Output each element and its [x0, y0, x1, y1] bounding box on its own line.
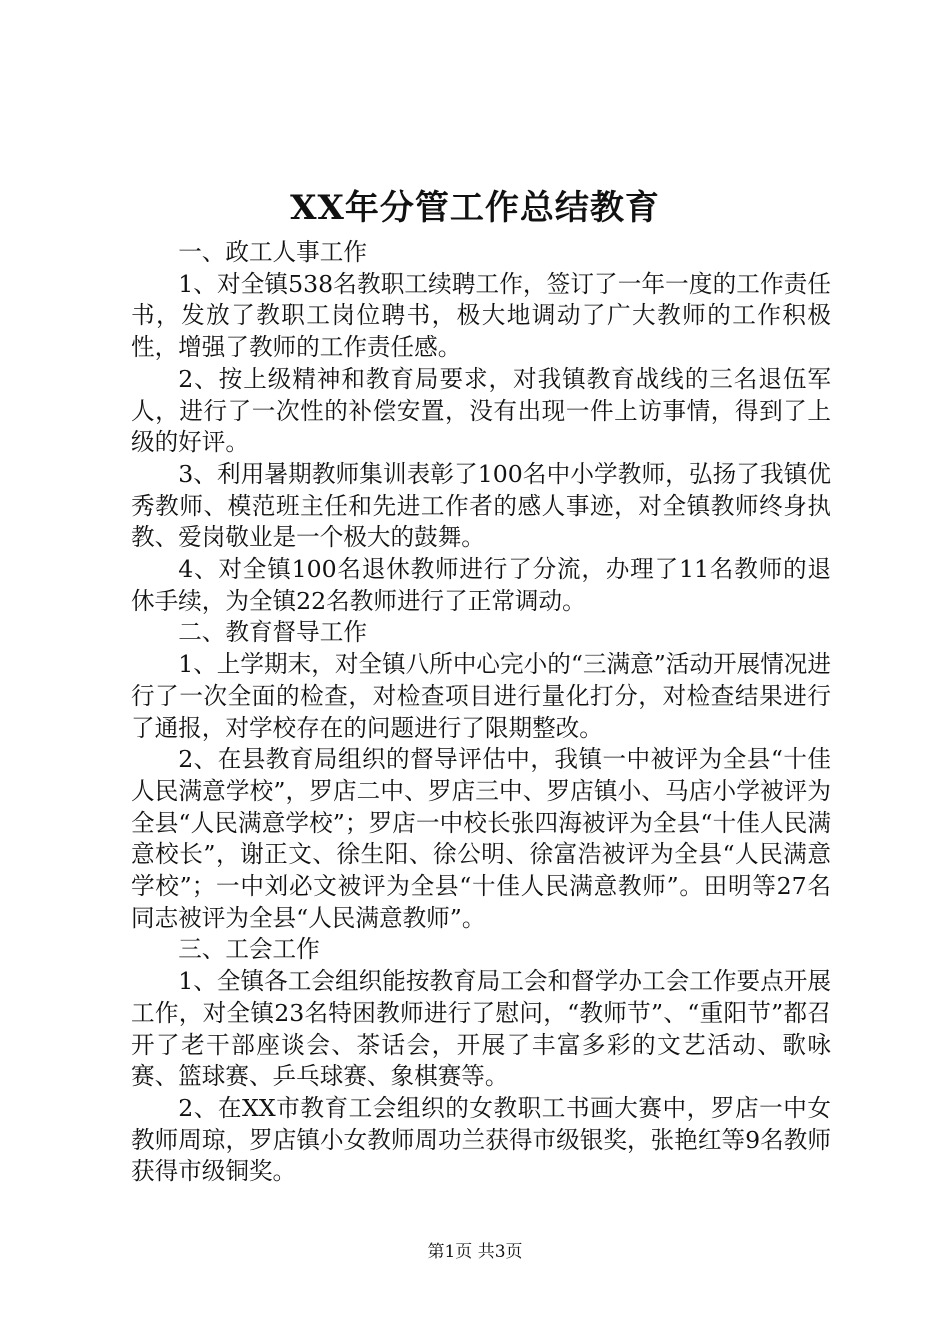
paragraph: 2、按上级精神和教育局要求，对我镇教育战线的三名退伍军人，进行了一次性的补偿安置，没有出现一件上访事情，得到了上级的好评。: [131, 364, 831, 457]
paragraph: 1、上学期末，对全镇八所中心完小的“三满意”活动开展情况进行了一次全面的检查，对检查项目进行量化打分，对检查结果进行了通报，对学校存在的问题进行了限期整改。: [131, 650, 831, 742]
paragraph: 3、利用暑期教师集训表彰了100名中小学教师，弘扬了我镇优秀教师、模范班主任和先进工作者的感人事迹，对全镇教师终身执教、爱岗敬业是一个极大的鼓舞。: [131, 459, 831, 552]
paragraph: 2、在XX市教育工会组织的女教职工书画大赛中，罗店一中女教师周琼，罗店镇小女教师周功兰获得市级银奖，张艳红等9名教师获得市级铜奖。: [131, 1093, 831, 1186]
document-title: XX年分管工作总结教育: [290, 188, 660, 228]
page-footer: 第1页 共3页: [427, 1242, 523, 1262]
paragraph: 2、在县教育局组织的督导评估中，我镇一中被评为全县“十佳人民满意学校”，罗店二中、罗店三中、罗店镇小、马店小学被评为全县“人民满意学校”；罗店一中校长张四海被评为全县“十佳人民满意校长”，谢正文、徐生阳、徐公明、徐富浩被评为全县“人民满意学校”；一中刘必文被评为全县“十佳人民满意教师”。田明等27名同志被评为全县“人民满意教师”。: [131, 745, 831, 932]
document-body: [131, 237, 831, 1188]
section-heading-1: 一、政工人事工作: [178, 238, 367, 266]
paragraph: 1、对全镇538名教职工续聘工作，签订了一年一度的工作责任书，发放了教职工岗位聘书，极大地调动了广大教师的工作积极性，增强了教师的工作责任感。: [131, 269, 831, 362]
section-heading-3: 三、工会工作: [178, 935, 320, 964]
paragraph: 4、对全镇100名退休教师进行了分流，办理了11名教师的退休手续，为全镇22名教师进行了正常调动。: [131, 555, 831, 615]
section-heading-2: 二、教育督导工作: [178, 618, 367, 647]
paragraph: 1、全镇各工会组织能按教育局工会和督学办工会工作要点开展工作，对全镇23名特困教师进行了慰问，“教师节”、“重阳节”都召开了老干部座谈会、茶话会，开展了丰富多彩的文艺活动、歌咏赛、篮球赛、乒乓球赛、象棋赛等。: [131, 967, 831, 1091]
